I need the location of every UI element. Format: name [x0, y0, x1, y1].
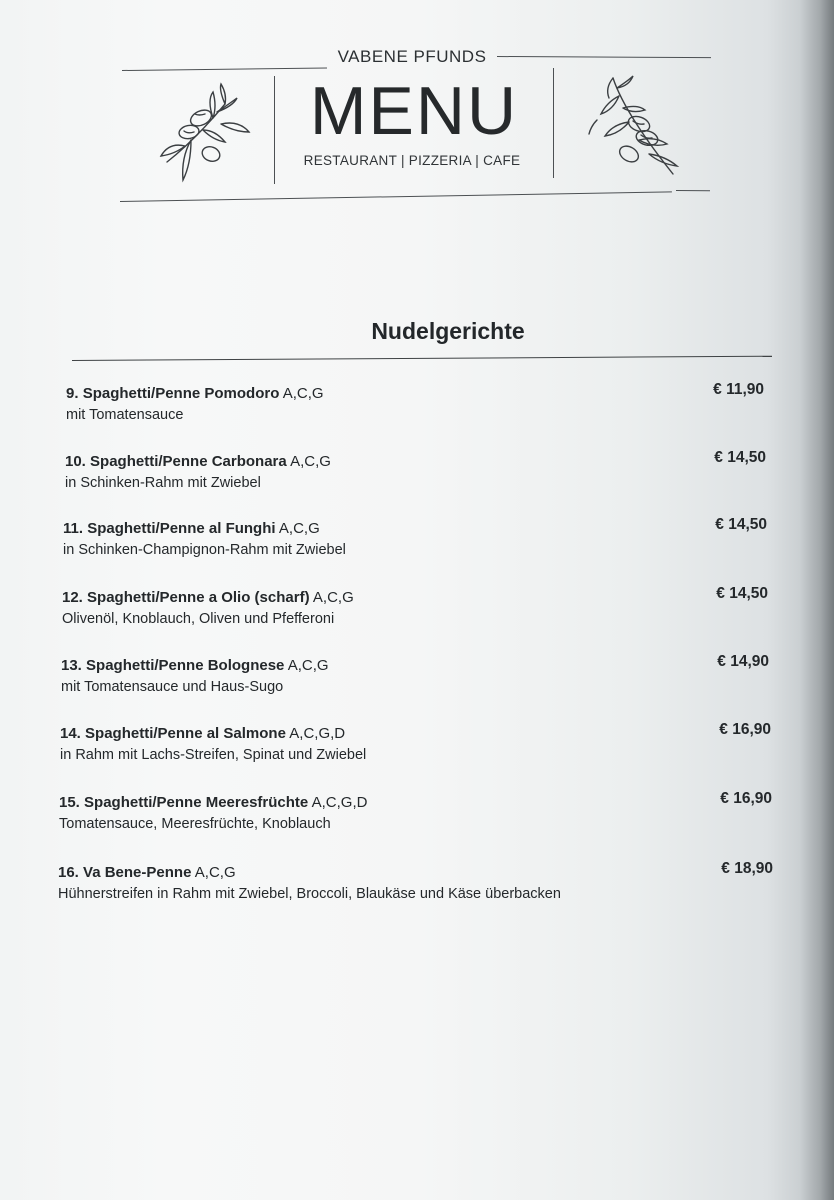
item-price: € 16,90: [720, 790, 772, 807]
item-allergens: A,C,G: [312, 589, 354, 606]
item-price: € 14,50: [715, 516, 767, 533]
menu-item: [62, 585, 768, 630]
item-allergens: A,C,G: [287, 657, 329, 674]
olive-branch-right-icon: [583, 74, 683, 184]
item-allergens: A,C,G: [282, 385, 324, 402]
item-number: 10.: [65, 453, 86, 470]
section-divider: [72, 356, 772, 361]
item-number: 14.: [60, 725, 81, 742]
item-allergens: A,C,G: [290, 453, 331, 470]
item-number: 9.: [66, 385, 79, 402]
menu-item: [63, 516, 767, 561]
item-number: 13.: [61, 657, 82, 674]
menu-item: [58, 860, 773, 905]
item-description: Tomatensauce, Meeresfrüchte, Knoblauch: [59, 816, 331, 832]
menu-item: [65, 449, 766, 494]
item-price: € 11,90: [713, 381, 764, 398]
item-description: Olivenöl, Knoblauch, Oliven und Pfefferoni: [62, 611, 335, 627]
item-name: Spaghetti/Penne a Olio (scharf): [87, 589, 310, 606]
menu-title: MENU: [309, 73, 519, 149]
item-number: 16.: [58, 864, 79, 881]
olive-branch-left-icon: [155, 80, 255, 190]
menu-subtitle: RESTAURANT | PIZZERIA | CAFE: [303, 153, 521, 168]
header-rule-top-right: [497, 56, 711, 58]
item-number: 15.: [59, 794, 80, 811]
item-name: Spaghetti/Penne Meeresfrüchte: [84, 794, 309, 811]
restaurant-name: VABENE PFUNDS: [337, 47, 487, 66]
header-rule-top-left: [122, 67, 327, 71]
item-price: € 14,90: [717, 653, 769, 670]
item-description: mit Tomatensauce: [66, 407, 184, 423]
item-name: Spaghetti/Penne al Funghi: [87, 520, 276, 537]
item-number: 12.: [62, 589, 83, 606]
menu-item: [61, 653, 769, 698]
item-description: in Schinken-Champignon-Rahm mit Zwiebel: [63, 542, 346, 558]
item-price: € 16,90: [719, 721, 771, 738]
item-price: € 14,50: [714, 449, 766, 466]
header-divider-right: [553, 68, 554, 178]
header-rule-bottom: [120, 191, 672, 202]
item-allergens: A,C,G: [194, 864, 236, 881]
item-allergens: A,C,G,D: [289, 725, 346, 742]
item-name: Spaghetti/Penne Pomodoro: [82, 385, 280, 402]
menu-item: [59, 790, 772, 835]
item-allergens: A,C,G: [278, 520, 320, 537]
item-name: Spaghetti/Penne al Salmone: [85, 725, 286, 742]
header-divider-left: [274, 76, 275, 184]
item-description: Hühnerstreifen in Rahm mit Zwiebel, Broccoli, Blaukäse und Käse überbacken: [58, 886, 561, 902]
menu-item: [66, 381, 764, 426]
menu-item: [60, 721, 771, 766]
item-name: Spaghetti/Penne Bolognese: [86, 657, 285, 674]
item-name: Spaghetti/Penne Carbonara: [90, 453, 287, 470]
item-description: mit Tomatensauce und Haus-Sugo: [61, 679, 284, 695]
item-description: in Rahm mit Lachs-Streifen, Spinat und Zwiebel: [60, 747, 367, 763]
item-price: € 14,50: [716, 585, 768, 602]
header-rule-bottom-tail: [676, 190, 710, 191]
item-name: Va Bene-Penne: [83, 864, 192, 881]
item-allergens: A,C,G,D: [311, 794, 368, 811]
item-price: € 18,90: [721, 860, 773, 877]
item-description: in Schinken-Rahm mit Zwiebel: [65, 475, 261, 491]
item-number: 11.: [63, 520, 84, 537]
section-title: Nudelgerichte: [371, 318, 525, 344]
